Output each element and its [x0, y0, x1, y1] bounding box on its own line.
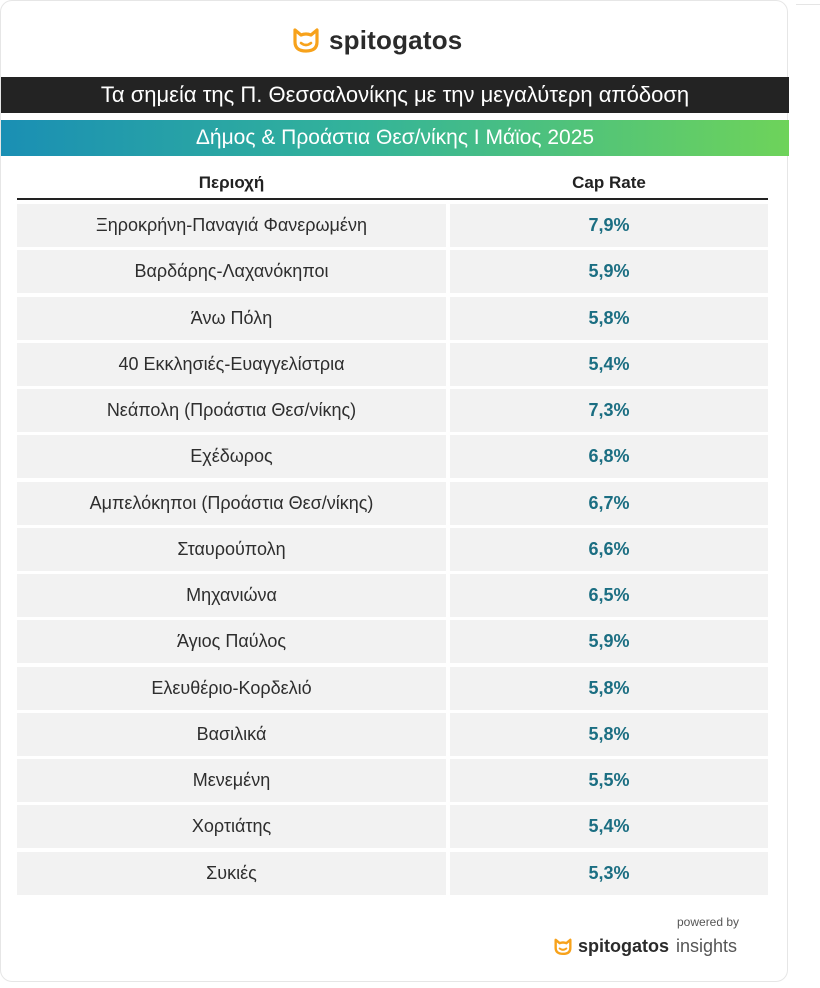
- footer-brand-suffix: insights: [676, 935, 738, 956]
- area-cell: Μενεμένη: [17, 759, 446, 802]
- table-row: [17, 482, 768, 525]
- area-cell: Αμπελόκηποι (Προάστια Θεσ/νίκης): [17, 482, 446, 525]
- cap-rate-cell: 5,4%: [450, 343, 768, 386]
- cap-rate-cell: 7,3%: [450, 389, 768, 432]
- area-cell: Άγιος Παύλος: [17, 620, 446, 663]
- table-row: [17, 852, 768, 895]
- table-row: [17, 620, 768, 663]
- table-row: [17, 759, 768, 802]
- table-row: [17, 805, 768, 848]
- area-cell: Σταυρούπολη: [17, 528, 446, 571]
- cap-rate-cell: 5,8%: [450, 667, 768, 710]
- area-cell: Χορτιάτης: [17, 805, 446, 848]
- cap-rate-cell: 7,9%: [450, 204, 768, 247]
- table-row: [17, 250, 768, 293]
- table-row: [17, 204, 768, 247]
- table-row: [17, 343, 768, 386]
- header-divider: [17, 198, 768, 200]
- area-cell: Νεάπολη (Προάστια Θεσ/νίκης): [17, 389, 446, 432]
- cap-rate-cell: 5,8%: [450, 297, 768, 340]
- powered-by-label: powered by: [677, 915, 740, 929]
- area-cell: Άνω Πόλη: [17, 297, 446, 340]
- cap-rate-cell: 6,5%: [450, 574, 768, 617]
- table-row: [17, 713, 768, 756]
- cap-rate-cell: 5,4%: [450, 805, 768, 848]
- brand-name: spitogatos: [329, 24, 463, 55]
- cap-rate-cell: 6,7%: [450, 482, 768, 525]
- cap-rate-cell: 6,8%: [450, 435, 768, 478]
- footer-brand-name: spitogatos: [578, 935, 670, 956]
- cap-rate-cell: 5,9%: [450, 250, 768, 293]
- chart-subtitle: Δήμος & Προάστια Θεσ/νίκης I Μάϊος 2025: [1, 120, 789, 156]
- cap-rate-cell: 6,6%: [450, 528, 768, 571]
- table-row: [17, 528, 768, 571]
- cap-rate-cell: 5,9%: [450, 620, 768, 663]
- table-row: [17, 435, 768, 478]
- edge-divider: [796, 4, 820, 5]
- chart-title: Τα σημεία της Π. Θεσσαλονίκης με την μεγαλύτερη απόδοση: [1, 77, 789, 113]
- area-cell: Συκιές: [17, 852, 446, 895]
- cap-rate-cell: 5,8%: [450, 713, 768, 756]
- area-cell: Μηχανιώνα: [17, 574, 446, 617]
- area-cell: Ξηροκρήνη-Παναγιά Φανερωμένη: [17, 204, 446, 247]
- area-cell: Βασιλικά: [17, 713, 446, 756]
- cat-logo-icon: [553, 937, 573, 956]
- cap-rate-cell: 5,5%: [450, 759, 768, 802]
- area-cell: Ελευθέριο-Κορδελιό: [17, 667, 446, 710]
- column-header-area: Περιοχή: [198, 173, 265, 192]
- area-cell: 40 Εκκλησιές-Ευαγγελίστρια: [17, 343, 446, 386]
- cap-rate-cell: 5,3%: [450, 852, 768, 895]
- table-body: [17, 204, 768, 898]
- brand-logo: [291, 23, 462, 57]
- table-row: [17, 667, 768, 710]
- footer-logo: [553, 933, 737, 959]
- cat-logo-icon: [291, 26, 321, 54]
- table-row: [17, 297, 768, 340]
- column-header-cap-rate: Cap Rate: [572, 173, 646, 192]
- area-cell: Βαρδάρης-Λαχανόκηποι: [17, 250, 446, 293]
- table-row: [17, 574, 768, 617]
- table-row: [17, 389, 768, 432]
- area-cell: Εχέδωρος: [17, 435, 446, 478]
